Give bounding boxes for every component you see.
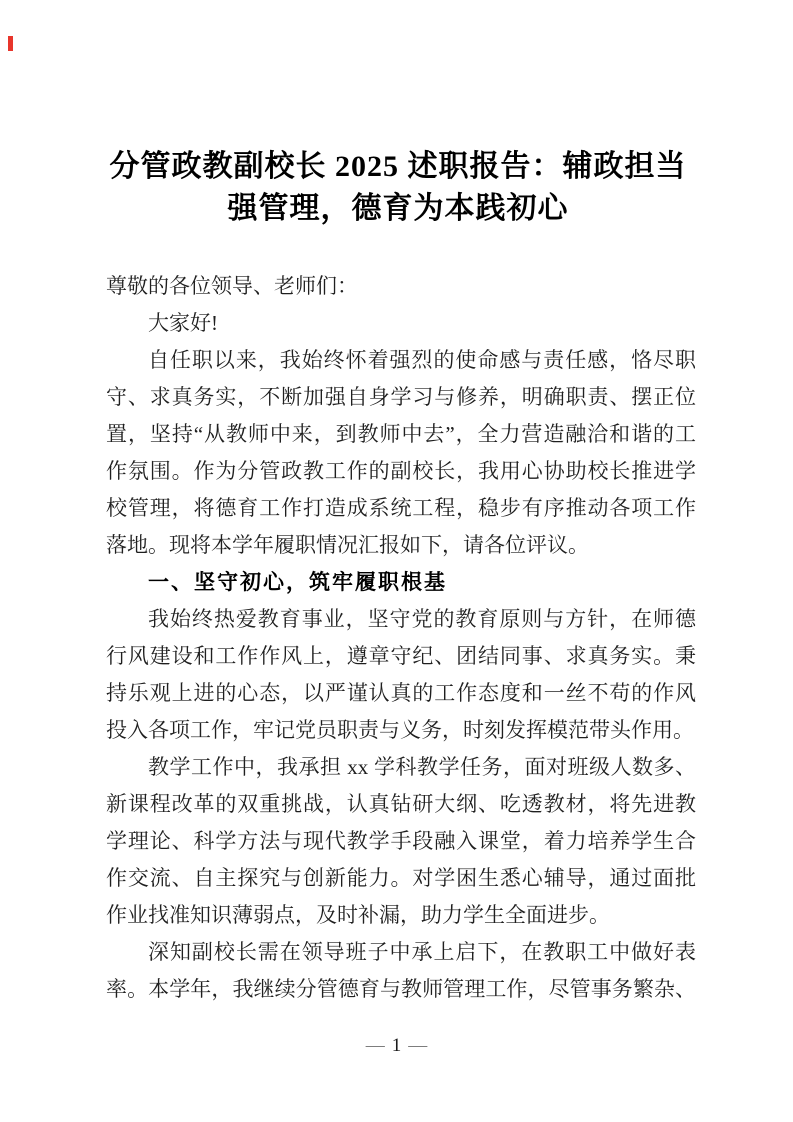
text-line: 行风建设和工作作风上，遵章守纪、团结同事、求真务实。秉	[106, 644, 696, 668]
text-line: 作氛围。作为分管政教工作的副校长，我用心协助校长推进学	[106, 459, 696, 483]
footer-right-dash: —	[408, 1035, 428, 1056]
text-line: 我始终热爱教育事业，坚守党的教育原则与方针，在师德	[148, 607, 696, 631]
text-line: 置，坚持“从教师中来，到教师中去”，全力营造融洽和谐的工	[106, 422, 696, 446]
text-line: 落地。现将本学年履职情况汇报如下，请各位评议。	[106, 533, 589, 557]
text-line: 尊敬的各位领导、老师们：	[106, 274, 358, 298]
document-title-line-2: 强管理，德育为本践初心	[227, 192, 569, 225]
document-title	[98, 146, 698, 230]
page-footer	[0, 1035, 793, 1057]
text-line: 持乐观上进的心态，以严谨认真的工作态度和一丝不苟的作风	[106, 681, 696, 705]
document-title-line-1: 分管政教副校长 2025 述职报告：辅政担当	[109, 150, 687, 183]
text-line: 新课程改革的双重挑战，认真钻研大纲、吃透教材，将先进教	[106, 792, 696, 816]
text-line: 守、求真务实，不断加强自身学习与修养，明确职责、摆正位	[106, 385, 696, 409]
text-line: 作业找准知识薄弱点，及时补漏，助力学生全面进步。	[106, 903, 610, 927]
red-mark	[8, 36, 13, 51]
page-number: 1	[391, 1035, 402, 1056]
document-lines	[106, 268, 696, 1008]
text-line: 学理论、科学方法与现代教学手段融入课堂，着力培养学生合	[106, 829, 696, 853]
footer-left-dash: —	[365, 1035, 385, 1056]
text-line: 深知副校长需在领导班子中承上启下，在教职工中做好表	[148, 940, 696, 964]
text-line: 大家好!	[148, 311, 218, 335]
text-line: 作交流、自主探究与创新能力。对学困生悉心辅导，通过面批	[106, 866, 696, 890]
text-line: 校管理，将德育工作打造成系统工程，稳步有序推动各项工作	[106, 496, 696, 520]
section-heading: 一、坚守初心，筑牢履职根基	[148, 571, 447, 594]
text-line: 投入各项工作，牢记党员职责与义务，时刻发挥模范带头作用。	[106, 718, 694, 742]
text-line: 自任职以来，我始终怀着强烈的使命感与责任感，恪尽职	[148, 348, 696, 372]
text-line: 教学工作中，我承担 xx 学科教学任务，面对班级人数多、	[148, 755, 696, 779]
text-line: 率。本学年，我继续分管德育与教师管理工作，尽管事务繁杂、	[106, 977, 696, 1001]
